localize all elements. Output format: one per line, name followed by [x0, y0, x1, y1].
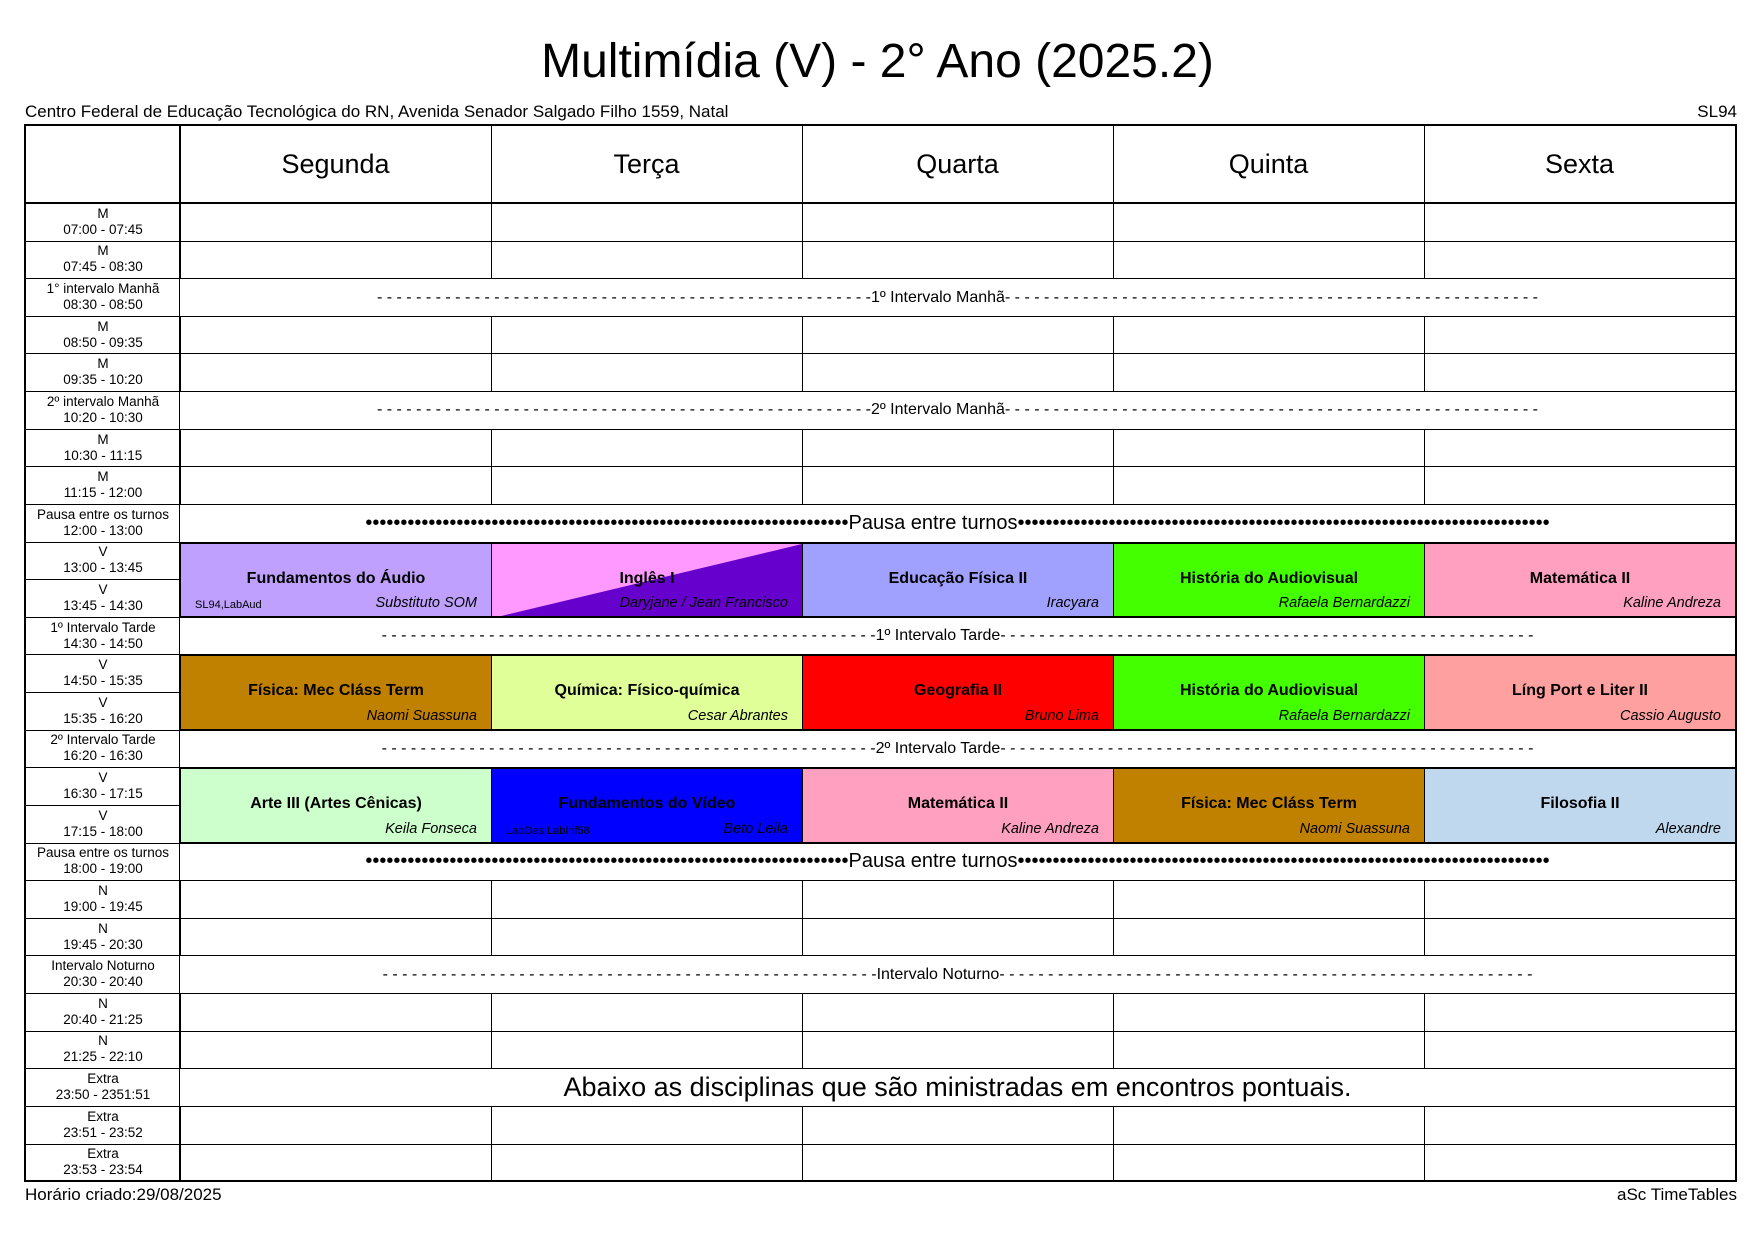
time-slot-name: M — [97, 243, 109, 259]
lesson-block[interactable] — [1425, 543, 1735, 617]
software-credit: aSc TimeTables — [1617, 1185, 1737, 1204]
lesson-block[interactable] — [1425, 768, 1735, 842]
lesson-subject: Líng Port e Liter II — [1511, 682, 1648, 700]
break-band — [180, 1069, 1735, 1106]
dotted-leader: ••••••••••••••••••••••••••••••••••••••••••••••••••••••••••••••••••••• — [365, 511, 849, 534]
dashed-leader: - - - - - - - - - - - - - - - - - - - - - - - - - - - - - - - - - - - - - - - - - - - - - - - - - - - - - - - — [999, 965, 1533, 983]
time-slot-range: 14:50 - 15:35 — [63, 673, 143, 689]
time-slot-name: V — [98, 544, 108, 560]
time-slot-label — [26, 805, 180, 843]
lesson-subject: Matemática II — [907, 795, 1009, 813]
lesson-block[interactable] — [181, 768, 491, 842]
time-slot-name: 1° intervalo Manhã — [46, 281, 160, 297]
dashed-leader: - - - - - - - - - - - - - - - - - - - - - - - - - - - - - - - - - - - - - - - - - - - - - - - - - - - — [381, 739, 876, 757]
time-slot-label — [26, 466, 180, 504]
row-divider — [26, 918, 1735, 919]
time-slot-name: V — [98, 770, 108, 786]
row-divider — [26, 316, 1735, 317]
row-divider — [26, 993, 1735, 994]
time-slot-name: 2º intervalo Manhã — [46, 393, 160, 409]
time-slot-range: 20:40 - 21:25 — [63, 1011, 143, 1027]
break-band-label: Intervalo Noturno — [876, 965, 1000, 983]
lesson-block[interactable] — [1114, 543, 1424, 617]
lesson-teacher: Cassio Augusto — [1619, 707, 1721, 724]
day-header: Quinta — [1228, 149, 1309, 179]
lesson-subject: Educação Física II — [888, 569, 1028, 587]
lesson-teacher: Naomi Suassuna — [366, 707, 477, 724]
lesson-block[interactable] — [1114, 768, 1424, 842]
time-slot-range: 11:15 - 12:00 — [63, 485, 143, 501]
time-slot-label — [26, 843, 180, 881]
dashed-leader: - - - - - - - - - - - - - - - - - - - - - - - - - - - - - - - - - - - - - - - - - - - - - - - - - - - - - - - — [1000, 627, 1534, 645]
row-divider — [26, 1106, 1735, 1107]
lesson-subject: Fundamentos do Vídeo — [558, 795, 736, 813]
break-band-label: 1º Intervalo Manhã — [870, 288, 1005, 306]
lesson-teacher: Kaline Andreza — [1001, 820, 1099, 837]
lesson-teacher: Naomi Suassuna — [1299, 820, 1410, 837]
dashed-leader: - - - - - - - - - - - - - - - - - - - - - - - - - - - - - - - - - - - - - - - - - - - - - - - - - - - - - - - — [1004, 401, 1538, 419]
lesson-teacher: Bruno Lima — [1024, 707, 1099, 724]
time-slot-range: 12:00 - 13:00 — [63, 522, 143, 538]
break-band-label: Pausa entre turnos — [848, 511, 1018, 534]
time-slot-name: Extra — [87, 1071, 119, 1087]
time-slot-name: 2º Intervalo Tarde — [50, 732, 156, 748]
break-band — [180, 618, 1735, 655]
time-slot-range: 16:20 - 16:30 — [63, 748, 143, 764]
time-slot-label — [26, 918, 180, 956]
time-slot-label — [26, 993, 180, 1031]
lesson-subject: Física: Mec Cláss Term — [1181, 795, 1357, 813]
time-slot-label — [26, 316, 180, 354]
time-slot-range: 16:30 - 17:15 — [63, 786, 143, 802]
time-slot-name: 1º Intervalo Tarde — [50, 619, 156, 635]
time-slot-range: 10:20 - 10:30 — [63, 409, 143, 425]
time-slot-name: M — [97, 205, 109, 221]
lesson-teacher: Beto Leila — [723, 820, 788, 837]
lesson-subject: Arte III (Artes Cênicas) — [250, 795, 422, 813]
time-slot-range: 09:35 - 10:20 — [63, 372, 143, 388]
lesson-subject: Física: Mec Cláss Term — [248, 682, 424, 700]
lesson-block[interactable] — [1425, 655, 1735, 729]
room-code: SL94 — [1697, 102, 1737, 121]
lesson-subject: Fundamentos do Áudio — [246, 569, 426, 587]
lesson-teacher: Rafaela Bernardazzi — [1278, 594, 1410, 611]
time-slot-name: Extra — [87, 1146, 119, 1162]
lesson-subject: Matemática II — [1529, 569, 1631, 587]
time-slot-name: N — [98, 882, 108, 898]
lesson-block[interactable] — [181, 543, 491, 617]
day-header: Segunda — [281, 149, 390, 179]
lesson-subject: História do Audiovisual — [1179, 682, 1359, 700]
time-slot-range: 21:25 - 22:10 — [63, 1049, 143, 1065]
lesson-teacher: Substituto SOM — [375, 594, 477, 611]
page-title: Multimídia (V) - 2° Ano (2025.2) — [541, 35, 1214, 88]
day-header: Quarta — [916, 149, 999, 179]
lesson-block[interactable] — [803, 543, 1113, 617]
dashed-leader: - - - - - - - - - - - - - - - - - - - - - - - - - - - - - - - - - - - - - - - - - - - - - - - - - - - — [376, 401, 871, 419]
break-band-label: 1º Intervalo Tarde — [875, 627, 1001, 645]
time-slot-label — [26, 241, 180, 279]
lesson-block[interactable] — [1114, 655, 1424, 729]
time-slot-range: 20:30 - 20:40 — [63, 974, 143, 990]
lesson-subject: Geografia II — [913, 682, 1003, 700]
time-slot-label — [26, 1106, 180, 1144]
lesson-room: LabDes,LabInf58 — [506, 824, 590, 837]
time-slot-range: 23:53 - 23:54 — [63, 1162, 143, 1178]
time-slot-name: M — [97, 318, 109, 334]
lesson-subject: Filosofia II — [1540, 795, 1620, 813]
break-band — [180, 505, 1735, 542]
time-slot-label — [26, 429, 180, 467]
time-slot-label — [26, 730, 180, 768]
time-slot-name: M — [97, 431, 109, 447]
lesson-teacher: Alexandre — [1655, 820, 1721, 837]
row-divider — [26, 353, 1735, 354]
lesson-block[interactable] — [803, 768, 1113, 842]
time-slot-range: 10:30 - 11:15 — [63, 447, 143, 463]
time-slot-label — [26, 278, 180, 316]
school-address: Centro Federal de Educação Tecnológica do RN, Avenida Senador Salgado Filho 1559, Natal — [25, 102, 729, 121]
row-divider — [26, 429, 1735, 430]
time-slot-range: 23:51 - 23:52 — [63, 1124, 143, 1140]
time-slot-label — [26, 617, 180, 655]
lesson-block[interactable] — [803, 655, 1113, 729]
lesson-teacher: Keila Fonseca — [385, 820, 477, 837]
time-slot-label — [26, 1144, 180, 1182]
dashed-leader: - - - - - - - - - - - - - - - - - - - - - - - - - - - - - - - - - - - - - - - - - - - - - - - - - - - — [376, 288, 871, 306]
time-slot-range: 08:50 - 09:35 — [63, 334, 143, 350]
break-band-label: 2º Intervalo Manhã — [870, 401, 1005, 419]
break-band-label: Pausa entre turnos — [848, 850, 1018, 873]
timetable-grid — [24, 124, 1737, 1182]
row-divider — [26, 1144, 1735, 1145]
time-slot-name: Pausa entre os turnos — [36, 845, 170, 861]
break-band-label: Abaixo as disciplinas que são ministradas em encontros pontuais. — [563, 1072, 1352, 1103]
time-slot-name: M — [97, 469, 109, 485]
time-slot-label — [26, 353, 180, 391]
time-slot-name: V — [98, 581, 108, 597]
time-slot-label — [26, 391, 180, 429]
time-slot-name: N — [98, 920, 108, 936]
time-slot-range: 19:00 - 19:45 — [63, 898, 143, 914]
lesson-teacher: Cesar Abrantes — [687, 707, 788, 724]
lesson-block[interactable] — [181, 655, 491, 729]
lesson-teacher: Rafaela Bernardazzi — [1278, 707, 1410, 724]
dotted-leader: •••••••••••••••••••••••••••••••••••••••••••••••••••••••••••••••••••••••••••• — [1017, 850, 1550, 873]
time-slot-label — [26, 654, 180, 692]
row-divider — [26, 1031, 1735, 1032]
time-slot-range: 08:30 - 08:50 — [63, 297, 143, 313]
dashed-leader: - - - - - - - - - - - - - - - - - - - - - - - - - - - - - - - - - - - - - - - - - - - - - - - - - - - - - - - — [1000, 739, 1534, 757]
time-slot-name: N — [98, 1033, 108, 1049]
lesson-block[interactable] — [492, 768, 802, 842]
dotted-leader: •••••••••••••••••••••••••••••••••••••••••••••••••••••••••••••••••••••••••••• — [1017, 511, 1550, 534]
lesson-block[interactable] — [492, 655, 802, 729]
time-slot-label — [26, 880, 180, 918]
time-slot-range: 18:00 - 19:00 — [63, 861, 143, 877]
lesson-subject: Inglês I — [619, 569, 675, 587]
time-slot-label — [26, 692, 180, 730]
time-slot-range: 07:45 - 08:30 — [63, 259, 143, 275]
lesson-block[interactable] — [492, 543, 802, 617]
lesson-room: SL94,LabAud — [195, 598, 262, 611]
row-divider — [26, 466, 1735, 467]
lesson-teacher: Daryjane / Jean Francisco — [619, 594, 788, 611]
time-slot-label — [26, 542, 180, 580]
time-slot-name: Intervalo Noturno — [51, 958, 155, 974]
time-slot-label — [26, 955, 180, 993]
time-slot-label — [26, 1031, 180, 1069]
time-slot-range: 07:00 - 07:45 — [63, 221, 143, 237]
dashed-leader: - - - - - - - - - - - - - - - - - - - - - - - - - - - - - - - - - - - - - - - - - - - - - - - - - - - - - - - — [1004, 288, 1538, 306]
time-slot-name: V — [98, 694, 108, 710]
lesson-subject: História do Audiovisual — [1179, 569, 1359, 587]
dashed-leader: - - - - - - - - - - - - - - - - - - - - - - - - - - - - - - - - - - - - - - - - - - - - - - - - - - - — [382, 965, 877, 983]
time-slot-range: 23:50 - 2351:51 — [55, 1087, 151, 1103]
dotted-leader: ••••••••••••••••••••••••••••••••••••••••••••••••••••••••••••••••••••• — [365, 850, 849, 873]
day-header: Sexta — [1544, 149, 1615, 179]
break-band — [180, 844, 1735, 881]
time-slot-label — [26, 504, 180, 542]
time-slot-name: N — [98, 995, 108, 1011]
created-date: Horário criado:29/08/2025 — [25, 1185, 222, 1204]
time-slot-label — [26, 1068, 180, 1106]
time-slot-range: 14:30 - 14:50 — [63, 635, 143, 651]
time-slot-label — [26, 767, 180, 805]
time-slot-label — [26, 203, 180, 241]
break-band — [180, 956, 1735, 993]
time-slot-range: 17:15 - 18:00 — [63, 823, 143, 839]
time-slot-range: 13:00 - 13:45 — [63, 560, 143, 576]
row-divider — [26, 241, 1735, 242]
lesson-subject: Química: Físico-química — [554, 682, 740, 700]
time-slot-name: M — [97, 356, 109, 372]
lesson-teacher: Iracyara — [1046, 594, 1099, 611]
time-slot-name: V — [98, 657, 108, 673]
lesson-teacher: Kaline Andreza — [1623, 594, 1721, 611]
break-band — [180, 731, 1735, 768]
time-slot-label — [26, 579, 180, 617]
time-slot-name: Pausa entre os turnos — [36, 506, 170, 522]
row-divider — [26, 880, 1735, 881]
break-band — [180, 392, 1735, 429]
time-slot-range: 13:45 - 14:30 — [63, 597, 143, 613]
header-divider — [26, 202, 1735, 204]
dashed-leader: - - - - - - - - - - - - - - - - - - - - - - - - - - - - - - - - - - - - - - - - - - - - - - - - - - - — [381, 627, 876, 645]
time-slot-range: 15:35 - 16:20 — [63, 710, 143, 726]
day-header: Terça — [613, 149, 680, 179]
break-band-label: 2º Intervalo Tarde — [875, 739, 1001, 757]
time-slot-name: V — [98, 807, 108, 823]
time-slot-name: Extra — [87, 1108, 119, 1124]
break-band — [180, 279, 1735, 316]
time-slot-range: 19:45 - 20:30 — [63, 936, 143, 952]
